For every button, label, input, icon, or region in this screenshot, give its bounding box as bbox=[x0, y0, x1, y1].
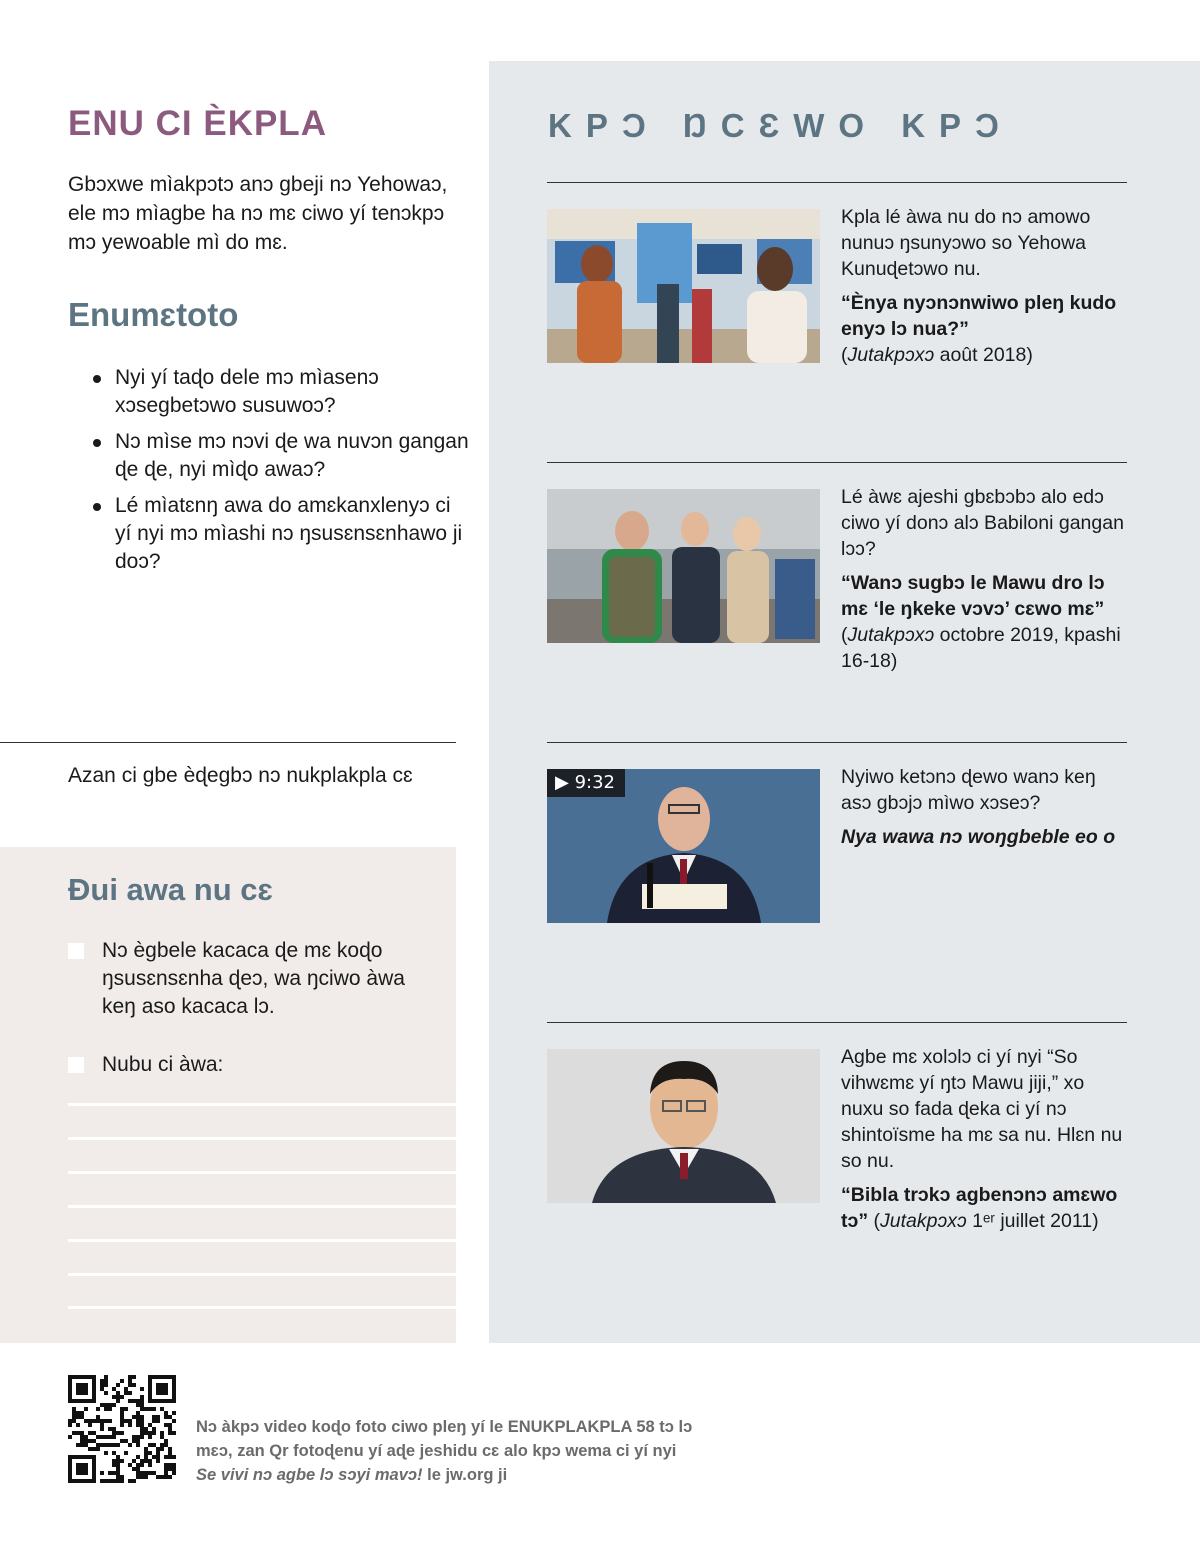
write-line[interactable] bbox=[68, 1171, 456, 1174]
bullet-icon bbox=[93, 375, 101, 383]
action-checkbox-item[interactable] bbox=[68, 937, 438, 1021]
explore-item bbox=[841, 484, 1131, 674]
explore-item bbox=[841, 1044, 1131, 1234]
article-title-link[interactable]: “Wanɔ sugbɔ le Mawu dro lɔ mɛ ‘le ŋkeke vɔvɔ’ cɛwo mɛ” bbox=[841, 572, 1105, 620]
action-item-text: Nɔ ègbele kacaca ɖe mɛ koɖo ŋsusɛnsɛnha ɖeɔ, wa ŋciwo àwa keŋ aso kacaca lɔ. bbox=[102, 939, 405, 1018]
explore-item-question: Lé àwɛ ajeshi gbɛbɔbɔ alo edɔ ciwo yí donɔ alɔ Babiloni gangan lɔɔ? bbox=[841, 486, 1124, 560]
video-duration-badge: ▶ 9:32 bbox=[547, 769, 625, 797]
portrait-photo[interactable] bbox=[547, 1049, 820, 1203]
divider bbox=[547, 462, 1127, 463]
source-detail: octobre 2019, kpashi 16-18) bbox=[841, 624, 1121, 672]
review-item bbox=[90, 492, 470, 576]
footer-book-title[interactable]: Se vivi nɔ agbe lɔ sɔyi mavɔ! bbox=[196, 1466, 423, 1484]
review-list bbox=[90, 364, 470, 584]
source-open: ( bbox=[841, 344, 848, 366]
summary-text: Gbɔxwe mìakpɔtɔ anɔ gbeji nɔ Yehowaɔ, ele mɔ mìagbe ha nɔ mɛ ciwo yí tenɔkpɔ mɔ yewoable mì do mɛ. bbox=[68, 173, 448, 254]
source-publication: Jutakpɔxɔ bbox=[847, 344, 935, 366]
source-detail: 1ᵉʳ juillet 2011) bbox=[966, 1210, 1099, 1232]
source-open: ( bbox=[841, 624, 848, 646]
action-checkbox-item[interactable] bbox=[68, 1051, 438, 1079]
write-line[interactable] bbox=[68, 1137, 456, 1140]
source-detail: août 2018) bbox=[934, 344, 1033, 366]
footer-text bbox=[196, 1415, 696, 1487]
explore-title: KPƆ ŊCƐWO KPƆ bbox=[548, 107, 1013, 144]
article-title-link[interactable]: “Ènya nyɔnɔnwiwo pleŋ kudo enyɔ lɔ nua?” bbox=[841, 292, 1117, 340]
action-title: Ɖui awa nu cɛ bbox=[68, 872, 273, 907]
illustration-mall-screens[interactable] bbox=[547, 209, 820, 363]
qr-code-icon[interactable] bbox=[68, 1375, 176, 1483]
review-item-text: Nyi yí taɖo dele mɔ mìasenɔ xɔsegbetɔwo susuwoɔ? bbox=[115, 366, 379, 417]
review-item bbox=[90, 364, 470, 420]
divider bbox=[547, 742, 1127, 743]
divider bbox=[0, 742, 456, 743]
video-title-link[interactable]: Nya wawa nɔ woŋgbeble eo o bbox=[841, 826, 1116, 848]
checkbox-icon[interactable] bbox=[68, 943, 84, 959]
article-source bbox=[841, 622, 1131, 674]
review-title: Enumɛtoto bbox=[68, 296, 239, 333]
review-item-text: Nɔ mìse mɔ nɔvi ɖe wa nuvɔn gangan ɖe ɖe, nyi mìɖo awaɔ? bbox=[115, 430, 469, 481]
video-thumbnail[interactable] bbox=[547, 769, 820, 923]
bullet-icon bbox=[93, 439, 101, 447]
write-line[interactable] bbox=[68, 1103, 456, 1106]
footer-text-start: Nɔ àkpɔ video koɖo foto ciwo pleŋ yí le ENUKPLAKPLA 58 tɔ lɔ mɛɔ, zan Qr fotoɖenu yí aɖe jeshidu cɛ alo kpɔ wema ci yí nyi bbox=[196, 1418, 693, 1460]
divider bbox=[547, 182, 1127, 183]
review-item-text: Lé mìatɛnŋ awa do amɛkanxlenyɔ ci yí nyi mɔ mìashi nɔ ŋsusɛnsɛnhawo ji doɔ? bbox=[115, 494, 463, 573]
source-open: ( bbox=[868, 1210, 881, 1232]
write-line[interactable] bbox=[68, 1306, 456, 1309]
write-line[interactable] bbox=[68, 1239, 456, 1242]
article-reference bbox=[841, 1182, 1131, 1234]
checkbox-icon[interactable] bbox=[68, 1057, 84, 1073]
write-line[interactable] bbox=[68, 1273, 456, 1276]
article-source bbox=[841, 342, 1131, 368]
explore-item-question: Nyiwo ketɔnɔ ɖewo wanɔ keŋ asɔ gbɔjɔ mìwo xɔseɔ? bbox=[841, 766, 1096, 814]
footer-text-end: le jw.org ji bbox=[422, 1466, 508, 1484]
review-item bbox=[90, 428, 470, 484]
source-publication: Jutakpɔxɔ bbox=[847, 624, 935, 646]
divider bbox=[547, 1022, 1127, 1023]
illustration-street-witnessing[interactable] bbox=[547, 489, 820, 643]
explore-item bbox=[841, 204, 1131, 368]
action-item-text: Nubu ci àwa: bbox=[102, 1053, 224, 1076]
bullet-icon bbox=[93, 503, 101, 511]
explore-item bbox=[841, 764, 1131, 850]
explore-item-question: Agbe mɛ xolɔlɔ ci yí nyi “So vihwɛmɛ yí ŋtɔ Mawu jiji,” xo nuxu so fada ɖeka ci yí nɔ shintoïsme ha mɛ sa nu. Hlɛn nu so nu. bbox=[841, 1046, 1123, 1172]
article-title-link[interactable]: “Bibla trɔkɔ agbenɔnɔ amɛwo tɔ” bbox=[841, 1184, 1118, 1232]
summary-title: ENU CI ÈKPLA bbox=[68, 104, 327, 143]
source-publication: Jutakpɔxɔ bbox=[880, 1210, 967, 1232]
action-box bbox=[0, 847, 456, 1343]
goal-date-label: Azan ci gbe èɖegbɔ nɔ nukplakpla cɛ bbox=[68, 764, 413, 787]
write-line[interactable] bbox=[68, 1205, 456, 1208]
explore-item-question: Kpla lé àwa nu do nɔ amowo nunuɔ ŋsunyɔwo so Yehowa Kunuɖetɔwo nu. bbox=[841, 206, 1091, 280]
